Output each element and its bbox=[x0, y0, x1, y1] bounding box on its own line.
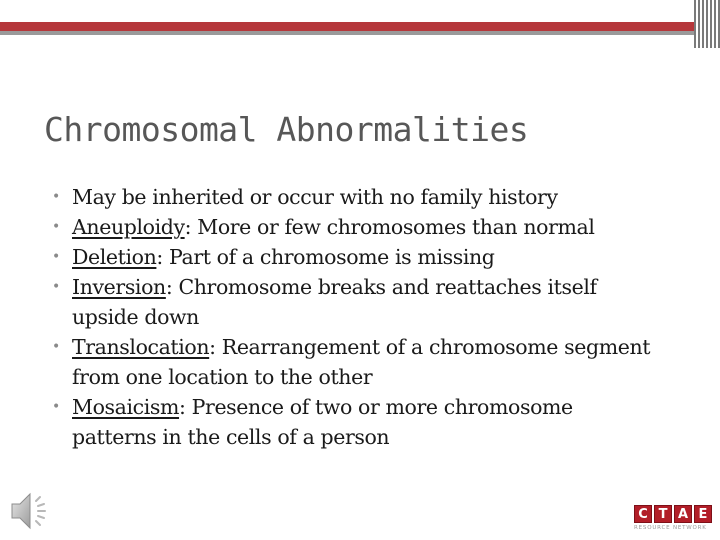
bullet-dot: • bbox=[52, 399, 60, 415]
bullet-item bbox=[52, 182, 652, 212]
top-red-bar bbox=[0, 22, 700, 31]
bullet-item bbox=[52, 212, 652, 242]
bullet-dot: • bbox=[52, 339, 60, 355]
bullet-term: Aneuploidy bbox=[72, 215, 185, 239]
logo-letter: E bbox=[694, 505, 712, 523]
logo-letter: C bbox=[634, 505, 652, 523]
ctae-logo bbox=[634, 505, 716, 537]
bullet-dot: • bbox=[52, 249, 60, 265]
bullet-term: Mosaicism bbox=[72, 395, 180, 419]
bullet-item bbox=[52, 392, 652, 452]
slide-title: Chromosomal Abnormalities bbox=[44, 110, 529, 149]
bullet-text: May be inherited or occur with no family history bbox=[72, 185, 558, 209]
corner-stripes bbox=[694, 0, 720, 48]
top-gray-bar bbox=[0, 31, 700, 35]
bullet-text: : Chromosome breaks and reattaches itself upside down bbox=[72, 275, 597, 329]
bullet-term: Inversion bbox=[72, 275, 166, 299]
bullet-item bbox=[52, 272, 652, 332]
logo-letter: A bbox=[674, 505, 692, 523]
bullet-text: : Rearrangement of a chromosome segment from one location to the other bbox=[72, 335, 651, 389]
bullet-text: : Part of a chromosome is missing bbox=[156, 245, 495, 269]
bullet-item bbox=[52, 242, 652, 272]
logo-letter: T bbox=[654, 505, 672, 523]
bullet-list bbox=[52, 182, 652, 452]
bullet-item bbox=[52, 332, 652, 392]
bullet-dot: • bbox=[52, 189, 60, 205]
bullet-term: Deletion bbox=[72, 245, 157, 269]
bullet-dot: • bbox=[52, 219, 60, 235]
bullet-term: Translocation bbox=[72, 335, 210, 359]
top-decoration bbox=[0, 0, 720, 36]
bullet-dot: • bbox=[52, 279, 60, 295]
logo-tagline: RESOURCE NETWORK bbox=[634, 525, 707, 531]
bullet-text: : Presence of two or more chromosome patterns in the cells of a person bbox=[72, 395, 573, 449]
logo-letters bbox=[634, 505, 716, 523]
speaker-icon[interactable] bbox=[8, 487, 54, 533]
bullet-text: : More or few chromosomes than normal bbox=[184, 215, 595, 239]
